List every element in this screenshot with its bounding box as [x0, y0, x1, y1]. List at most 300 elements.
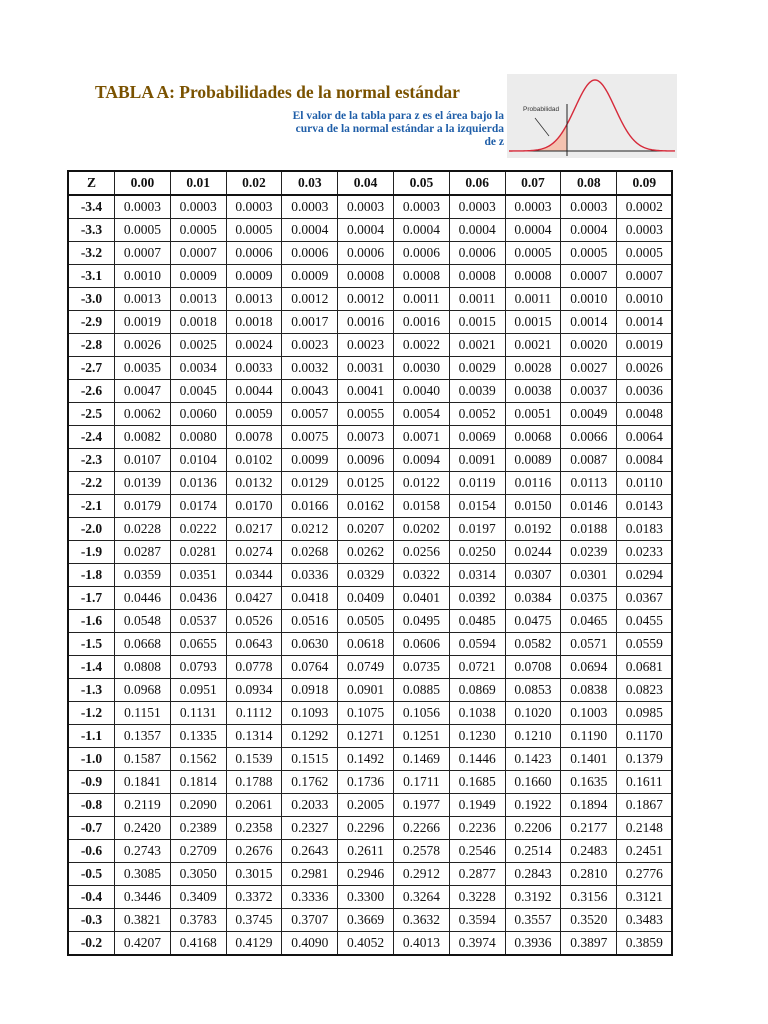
header-col: 0.04 — [338, 171, 394, 195]
probability-cell: 0.0188 — [561, 518, 617, 541]
probability-cell: 0.0217 — [226, 518, 282, 541]
probability-cell: 0.0113 — [561, 472, 617, 495]
z-value-cell: -2.9 — [68, 311, 115, 334]
probability-cell: 0.0032 — [282, 357, 338, 380]
probability-cell: 0.0367 — [617, 587, 673, 610]
probability-cell: 0.1635 — [561, 771, 617, 794]
header-col: 0.08 — [561, 171, 617, 195]
probability-cell: 0.0035 — [115, 357, 171, 380]
z-value-cell: -1.9 — [68, 541, 115, 564]
probability-cell: 0.1539 — [226, 748, 282, 771]
probability-cell: 0.0793 — [170, 656, 226, 679]
z-value-cell: -1.0 — [68, 748, 115, 771]
probability-cell: 0.0069 — [449, 426, 505, 449]
probability-cell: 0.0183 — [617, 518, 673, 541]
probability-cell: 0.0049 — [561, 403, 617, 426]
probability-cell: 0.0014 — [617, 311, 673, 334]
probability-cell: 0.1314 — [226, 725, 282, 748]
z-value-cell: -1.1 — [68, 725, 115, 748]
table-row — [68, 840, 672, 863]
z-value-cell: -2.8 — [68, 334, 115, 357]
probability-cell: 0.0052 — [449, 403, 505, 426]
probability-cell: 0.0136 — [170, 472, 226, 495]
probability-cell: 0.0003 — [338, 195, 394, 219]
probability-cell: 0.2843 — [505, 863, 561, 886]
probability-cell: 0.1230 — [449, 725, 505, 748]
probability-cell: 0.0045 — [170, 380, 226, 403]
z-value-cell: -3.3 — [68, 219, 115, 242]
probability-cell: 0.0853 — [505, 679, 561, 702]
probability-cell: 0.0418 — [282, 587, 338, 610]
probability-cell: 0.3264 — [393, 886, 449, 909]
probability-cell: 0.0031 — [338, 357, 394, 380]
probability-cell: 0.0294 — [617, 564, 673, 587]
z-value-cell: -2.7 — [68, 357, 115, 380]
probability-cell: 0.2912 — [393, 863, 449, 886]
z-value-cell: -2.4 — [68, 426, 115, 449]
table-row — [68, 932, 672, 956]
description-line-2: curva de la normal estándar a la izquierda — [295, 123, 504, 135]
probability-cell: 0.0314 — [449, 564, 505, 587]
probability-cell: 0.0409 — [338, 587, 394, 610]
table-row — [68, 288, 672, 311]
probability-cell: 0.0078 — [226, 426, 282, 449]
probability-cell: 0.0375 — [561, 587, 617, 610]
probability-cell: 0.3557 — [505, 909, 561, 932]
normal-curve-svg — [507, 74, 677, 158]
probability-cell: 0.2578 — [393, 840, 449, 863]
probability-cell: 0.0038 — [505, 380, 561, 403]
probability-cell: 0.0094 — [393, 449, 449, 472]
bell-curve — [509, 80, 675, 151]
probability-cell: 0.0256 — [393, 541, 449, 564]
probability-cell: 0.0202 — [393, 518, 449, 541]
probability-cell: 0.3783 — [170, 909, 226, 932]
probability-cell: 0.0047 — [115, 380, 171, 403]
probability-cell: 0.0016 — [393, 311, 449, 334]
probability-cell: 0.0025 — [170, 334, 226, 357]
table-row — [68, 610, 672, 633]
probability-cell: 0.0021 — [505, 334, 561, 357]
probability-cell: 0.2033 — [282, 794, 338, 817]
probability-cell: 0.0003 — [393, 195, 449, 219]
table-row — [68, 426, 672, 449]
z-value-cell: -0.5 — [68, 863, 115, 886]
probability-cell: 0.3520 — [561, 909, 617, 932]
probability-cell: 0.3745 — [226, 909, 282, 932]
table-row — [68, 794, 672, 817]
probability-cell: 0.0465 — [561, 610, 617, 633]
probability-cell: 0.0023 — [282, 334, 338, 357]
probability-cell: 0.0071 — [393, 426, 449, 449]
probability-cell: 0.0099 — [282, 449, 338, 472]
probability-cell: 0.0003 — [561, 195, 617, 219]
probability-cell: 0.1894 — [561, 794, 617, 817]
probability-cell: 0.0239 — [561, 541, 617, 564]
probability-cell: 0.1492 — [338, 748, 394, 771]
probability-cell: 0.0006 — [338, 242, 394, 265]
probability-cell: 0.0091 — [449, 449, 505, 472]
table-row — [68, 219, 672, 242]
table-row — [68, 564, 672, 587]
probability-cell: 0.0778 — [226, 656, 282, 679]
probability-cell: 0.1379 — [617, 748, 673, 771]
probability-cell: 0.0158 — [393, 495, 449, 518]
probability-cell: 0.0281 — [170, 541, 226, 564]
probability-cell: 0.0721 — [449, 656, 505, 679]
probability-cell: 0.2266 — [393, 817, 449, 840]
probability-cell: 0.2358 — [226, 817, 282, 840]
probability-cell: 0.2810 — [561, 863, 617, 886]
probability-cell: 0.2877 — [449, 863, 505, 886]
probability-cell: 0.1949 — [449, 794, 505, 817]
probability-cell: 0.0010 — [617, 288, 673, 311]
z-value-cell: -0.8 — [68, 794, 115, 817]
probability-cell: 0.0064 — [617, 426, 673, 449]
table-row — [68, 380, 672, 403]
z-value-cell: -1.8 — [68, 564, 115, 587]
probability-cell: 0.2177 — [561, 817, 617, 840]
probability-cell: 0.0051 — [505, 403, 561, 426]
probability-cell: 0.0681 — [617, 656, 673, 679]
probability-cell: 0.0222 — [170, 518, 226, 541]
probability-cell: 0.0021 — [449, 334, 505, 357]
probability-cell: 0.0018 — [226, 311, 282, 334]
probability-cell: 0.0073 — [338, 426, 394, 449]
table-row — [68, 863, 672, 886]
z-value-cell: -0.4 — [68, 886, 115, 909]
description-line-1: El valor de la tabla para z es el área bajo la — [292, 110, 504, 122]
probability-cell: 0.0606 — [393, 633, 449, 656]
probability-cell: 0.4129 — [226, 932, 282, 956]
probability-cell: 0.3372 — [226, 886, 282, 909]
probability-cell: 0.2061 — [226, 794, 282, 817]
table-row — [68, 633, 672, 656]
probability-cell: 0.0287 — [115, 541, 171, 564]
probability-cell: 0.0735 — [393, 656, 449, 679]
probability-cell: 0.0010 — [115, 265, 171, 288]
probability-cell: 0.0694 — [561, 656, 617, 679]
z-value-cell: -0.7 — [68, 817, 115, 840]
header-col: 0.00 — [115, 171, 171, 195]
probability-cell: 0.0274 — [226, 541, 282, 564]
probability-cell: 0.2090 — [170, 794, 226, 817]
probability-cell: 0.0526 — [226, 610, 282, 633]
probability-cell: 0.0015 — [449, 311, 505, 334]
probability-cell: 0.0014 — [561, 311, 617, 334]
z-probability-table — [67, 170, 673, 956]
probability-cell: 0.0068 — [505, 426, 561, 449]
probability-cell: 0.0008 — [393, 265, 449, 288]
probability-cell: 0.0329 — [338, 564, 394, 587]
probability-cell: 0.0087 — [561, 449, 617, 472]
probability-cell: 0.0392 — [449, 587, 505, 610]
table-row — [68, 725, 672, 748]
probability-cell: 0.0548 — [115, 610, 171, 633]
probability-cell: 0.0154 — [449, 495, 505, 518]
header-col: 0.07 — [505, 171, 561, 195]
table-row — [68, 334, 672, 357]
probability-cell: 0.0007 — [170, 242, 226, 265]
probability-cell: 0.1151 — [115, 702, 171, 725]
probability-cell: 0.2148 — [617, 817, 673, 840]
probability-cell: 0.1562 — [170, 748, 226, 771]
table-row — [68, 817, 672, 840]
probability-cell: 0.1922 — [505, 794, 561, 817]
probability-cell: 0.0084 — [617, 449, 673, 472]
probability-cell: 0.1020 — [505, 702, 561, 725]
probability-cell: 0.0808 — [115, 656, 171, 679]
probability-cell: 0.0475 — [505, 610, 561, 633]
probability-cell: 0.0040 — [393, 380, 449, 403]
probability-cell: 0.0207 — [338, 518, 394, 541]
probability-cell: 0.0104 — [170, 449, 226, 472]
probability-cell: 0.0003 — [170, 195, 226, 219]
probability-cell: 0.0043 — [282, 380, 338, 403]
table-description — [264, 110, 504, 149]
probability-cell: 0.0022 — [393, 334, 449, 357]
probability-cell: 0.0004 — [393, 219, 449, 242]
probability-cell: 0.0003 — [449, 195, 505, 219]
probability-cell: 0.0143 — [617, 495, 673, 518]
probability-cell: 0.0019 — [115, 311, 171, 334]
probability-cell: 0.0749 — [338, 656, 394, 679]
probability-cell: 0.0096 — [338, 449, 394, 472]
probability-cell: 0.0344 — [226, 564, 282, 587]
probability-cell: 0.1210 — [505, 725, 561, 748]
probability-cell: 0.0006 — [393, 242, 449, 265]
probability-cell: 0.0244 — [505, 541, 561, 564]
table-row — [68, 472, 672, 495]
z-value-cell: -0.9 — [68, 771, 115, 794]
probability-cell: 0.0116 — [505, 472, 561, 495]
probability-cell: 0.3085 — [115, 863, 171, 886]
probability-cell: 0.3821 — [115, 909, 171, 932]
probability-cell: 0.0174 — [170, 495, 226, 518]
probability-cell: 0.1711 — [393, 771, 449, 794]
probability-cell: 0.2514 — [505, 840, 561, 863]
probability-cell: 0.0630 — [282, 633, 338, 656]
probability-cell: 0.0011 — [505, 288, 561, 311]
probability-cell: 0.1446 — [449, 748, 505, 771]
probability-cell: 0.0008 — [505, 265, 561, 288]
probability-cell: 0.0026 — [617, 357, 673, 380]
z-value-cell: -3.4 — [68, 195, 115, 219]
probability-cell: 0.0028 — [505, 357, 561, 380]
probability-cell: 0.0250 — [449, 541, 505, 564]
probability-cell: 0.0618 — [338, 633, 394, 656]
table-row — [68, 771, 672, 794]
z-value-cell: -1.3 — [68, 679, 115, 702]
probability-cell: 0.0934 — [226, 679, 282, 702]
probability-cell: 0.0009 — [226, 265, 282, 288]
probability-cell: 0.0005 — [115, 219, 171, 242]
probability-cell: 0.2005 — [338, 794, 394, 817]
probability-cell: 0.0039 — [449, 380, 505, 403]
probability-cell: 0.0003 — [282, 195, 338, 219]
z-value-cell: -3.1 — [68, 265, 115, 288]
probability-cell: 0.0179 — [115, 495, 171, 518]
probability-cell: 0.1611 — [617, 771, 673, 794]
probability-cell: 0.0019 — [617, 334, 673, 357]
z-value-cell: -3.2 — [68, 242, 115, 265]
probability-cell: 0.4013 — [393, 932, 449, 956]
probability-cell: 0.0359 — [115, 564, 171, 587]
probability-cell: 0.1075 — [338, 702, 394, 725]
probability-cell: 0.0048 — [617, 403, 673, 426]
probability-cell: 0.0166 — [282, 495, 338, 518]
probability-cell: 0.3228 — [449, 886, 505, 909]
probability-cell: 0.0582 — [505, 633, 561, 656]
probability-cell: 0.0004 — [561, 219, 617, 242]
probability-cell: 0.2119 — [115, 794, 171, 817]
probability-label: Probabilidad — [523, 106, 560, 113]
probability-cell: 0.0139 — [115, 472, 171, 495]
probability-cell: 0.2451 — [617, 840, 673, 863]
table-row — [68, 679, 672, 702]
probability-cell: 0.3483 — [617, 909, 673, 932]
probability-cell: 0.0059 — [226, 403, 282, 426]
probability-cell: 0.0007 — [617, 265, 673, 288]
probability-cell: 0.0007 — [561, 265, 617, 288]
probability-cell: 0.0009 — [282, 265, 338, 288]
probability-cell: 0.0516 — [282, 610, 338, 633]
probability-cell: 0.3632 — [393, 909, 449, 932]
probability-cell: 0.1660 — [505, 771, 561, 794]
probability-cell: 0.0262 — [338, 541, 394, 564]
probability-cell: 0.0170 — [226, 495, 282, 518]
probability-cell: 0.1357 — [115, 725, 171, 748]
probability-cell: 0.0102 — [226, 449, 282, 472]
probability-cell: 0.0968 — [115, 679, 171, 702]
z-value-cell: -2.5 — [68, 403, 115, 426]
probability-cell: 0.0006 — [226, 242, 282, 265]
probability-cell: 0.0034 — [170, 357, 226, 380]
probability-cell: 0.0082 — [115, 426, 171, 449]
header-col: 0.01 — [170, 171, 226, 195]
description-line-3: de z — [484, 136, 504, 148]
probability-cell: 0.0233 — [617, 541, 673, 564]
z-value-cell: -0.3 — [68, 909, 115, 932]
probability-cell: 0.0033 — [226, 357, 282, 380]
probability-cell: 0.1788 — [226, 771, 282, 794]
probability-cell: 0.0075 — [282, 426, 338, 449]
probability-cell: 0.0024 — [226, 334, 282, 357]
page-title: TABLA A: Probabilidades de la normal estándar — [95, 82, 460, 102]
probability-cell: 0.1093 — [282, 702, 338, 725]
table-row — [68, 311, 672, 334]
table-row — [68, 195, 672, 219]
probability-cell: 0.0003 — [617, 219, 673, 242]
z-value-cell: -2.3 — [68, 449, 115, 472]
probability-cell: 0.0037 — [561, 380, 617, 403]
probability-cell: 0.2709 — [170, 840, 226, 863]
probability-cell: 0.0055 — [338, 403, 394, 426]
probability-cell: 0.0018 — [170, 311, 226, 334]
probability-cell: 0.0268 — [282, 541, 338, 564]
probability-cell: 0.0013 — [170, 288, 226, 311]
probability-cell: 0.0427 — [226, 587, 282, 610]
probability-cell: 0.0003 — [505, 195, 561, 219]
probability-cell: 0.1112 — [226, 702, 282, 725]
probability-cell: 0.0485 — [449, 610, 505, 633]
probability-cell: 0.0041 — [338, 380, 394, 403]
probability-cell: 0.0823 — [617, 679, 673, 702]
probability-cell: 0.3446 — [115, 886, 171, 909]
z-value-cell: -2.0 — [68, 518, 115, 541]
probability-cell: 0.0005 — [617, 242, 673, 265]
probability-cell: 0.0044 — [226, 380, 282, 403]
table-row — [68, 265, 672, 288]
probability-cell: 0.2743 — [115, 840, 171, 863]
header-col: 0.06 — [449, 171, 505, 195]
z-value-cell: -0.6 — [68, 840, 115, 863]
probability-cell: 0.1423 — [505, 748, 561, 771]
probability-cell: 0.0384 — [505, 587, 561, 610]
probability-cell: 0.0537 — [170, 610, 226, 633]
probability-cell: 0.4052 — [338, 932, 394, 956]
probability-cell: 0.0004 — [282, 219, 338, 242]
table-row — [68, 909, 672, 932]
probability-cell: 0.1056 — [393, 702, 449, 725]
probability-cell: 0.0446 — [115, 587, 171, 610]
probability-cell: 0.0125 — [338, 472, 394, 495]
probability-cell: 0.0009 — [170, 265, 226, 288]
table-row — [68, 403, 672, 426]
probability-cell: 0.0197 — [449, 518, 505, 541]
probability-cell: 0.0192 — [505, 518, 561, 541]
probability-cell: 0.3156 — [561, 886, 617, 909]
probability-cell: 0.0401 — [393, 587, 449, 610]
probability-cell: 0.0322 — [393, 564, 449, 587]
z-value-cell: -2.1 — [68, 495, 115, 518]
probability-cell: 0.2206 — [505, 817, 561, 840]
z-value-cell: -1.2 — [68, 702, 115, 725]
probability-cell: 0.0436 — [170, 587, 226, 610]
probability-cell: 0.0571 — [561, 633, 617, 656]
z-value-cell: -0.2 — [68, 932, 115, 956]
probability-cell: 0.0003 — [115, 195, 171, 219]
probability-cell: 0.3974 — [449, 932, 505, 956]
probability-cell: 0.0918 — [282, 679, 338, 702]
probability-cell: 0.0122 — [393, 472, 449, 495]
probability-cell: 0.3859 — [617, 932, 673, 956]
probability-cell: 0.0062 — [115, 403, 171, 426]
probability-cell: 0.0885 — [393, 679, 449, 702]
probability-cell: 0.4168 — [170, 932, 226, 956]
probability-cell: 0.0455 — [617, 610, 673, 633]
header-col: 0.02 — [226, 171, 282, 195]
probability-cell: 0.0027 — [561, 357, 617, 380]
probability-cell: 0.0003 — [226, 195, 282, 219]
probability-cell: 0.0351 — [170, 564, 226, 587]
probability-cell: 0.1867 — [617, 794, 673, 817]
probability-cell: 0.3015 — [226, 863, 282, 886]
probability-cell: 0.2776 — [617, 863, 673, 886]
probability-cell: 0.0060 — [170, 403, 226, 426]
table-row — [68, 518, 672, 541]
probability-cell: 0.0146 — [561, 495, 617, 518]
probability-cell: 0.2611 — [338, 840, 394, 863]
probability-cell: 0.2643 — [282, 840, 338, 863]
probability-cell: 0.1251 — [393, 725, 449, 748]
probability-cell: 0.0015 — [505, 311, 561, 334]
probability-cell: 0.0005 — [505, 242, 561, 265]
probability-cell: 0.0006 — [449, 242, 505, 265]
probability-cell: 0.0089 — [505, 449, 561, 472]
probability-cell: 0.1038 — [449, 702, 505, 725]
probability-cell: 0.0559 — [617, 633, 673, 656]
